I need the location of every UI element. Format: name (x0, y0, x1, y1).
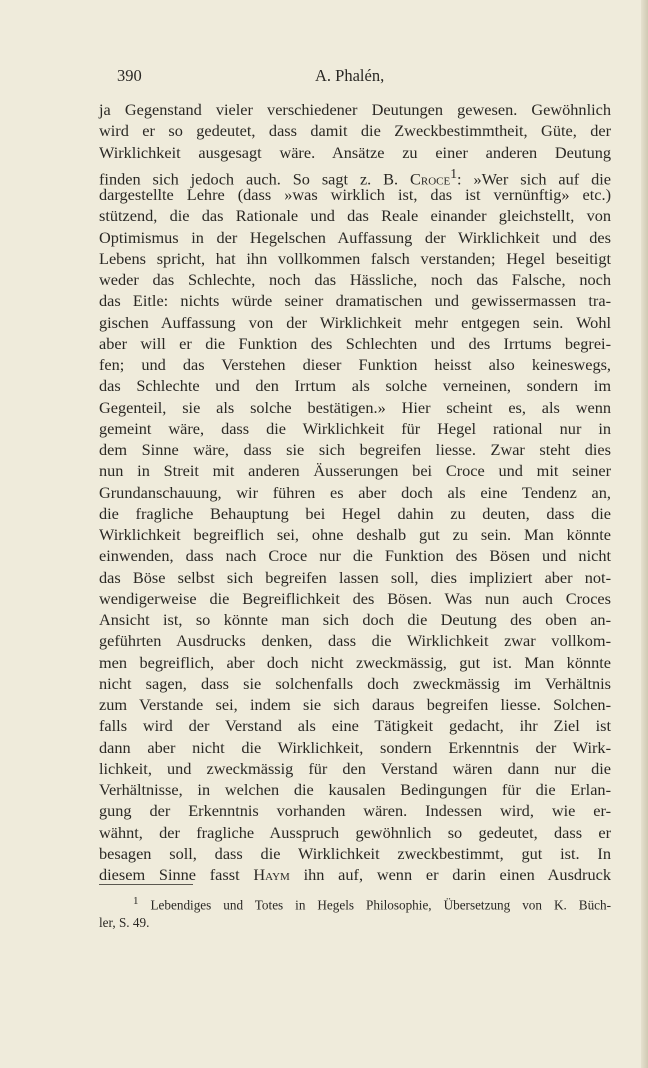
text-line: gung der Erkenntnis vorhanden wären. Indessen wird, wie er- (99, 801, 611, 821)
text-line: Lebens spricht, hat ihn vollkommen falsch verstanden; Hegel beseitigt (99, 248, 611, 268)
text-fragment: ihn auf, wenn er darin einen Ausdruck (303, 865, 611, 884)
text-line: die fragliche Behauptung bei Hegel dahin zu deuten, dass die (99, 503, 611, 523)
text-line: das Eitle: nichts würde seiner dramatischen und gewissermassen tra- (99, 291, 611, 311)
text-line: zum Verstande sei, indem sie sich daraus begreifen liesse. Solchen- (99, 695, 611, 714)
text-line: wähnt, der fragliche Ausspruch gewöhnlich so gedeutet, dass er (99, 822, 611, 842)
text-line: nicht sagen, dass sie solchenfalls doch zweckmässig im Verhältnis (99, 673, 611, 693)
text-line: men begreiflich, aber doch nicht zweckmässig, gut ist. Man könnte (99, 652, 611, 672)
page-header (117, 66, 517, 90)
footnote-rule (99, 884, 193, 885)
text-line: weder das Schlechte, noch das Hässliche, noch das Falsche, noch (99, 270, 611, 289)
text-line: das Schlechte und den Irrtum als solche verneinen, sondern im (99, 376, 611, 396)
text-line: gemeint wäre, dass die Wirklichkeit für Hegel rational nur in (99, 418, 611, 438)
text-fragment: : »Wer sich auf die (457, 169, 611, 189)
text-line: stützend, die das Rationale und das Reale einander gleichstellt, von (99, 206, 611, 226)
author-name-haym: Haym (253, 865, 290, 884)
text-line: gischen Auffassung von der Wirklichkeit mehr entgegen sein. Wohl (99, 312, 611, 332)
text-fragment: finden sich jedoch auch. So sagt z. B. (99, 169, 399, 189)
text-line-haym (99, 864, 611, 885)
text-line: Wirklichkeit begreiflich sei, ohne deshalb gut zu sein. Man könnte (99, 525, 611, 544)
text-line: fen; und das Verstehen dieser Funktion heisst also keineswegs, (99, 355, 611, 374)
text-line: lichkeit, und zweckmässig für den Verstand wären dann nur die (99, 758, 611, 778)
text-line: dargestellte Lehre (dass »was wirklich ist, das ist vernünftig» etc.) (99, 185, 611, 204)
footnote-number: 1 (133, 895, 139, 907)
page-edge (641, 0, 648, 1068)
footnote-line: ler, S. 49. (99, 915, 150, 930)
text-line: Gegenteil, sie als solche bestätigen.» Hier scheint es, als wenn (99, 397, 611, 417)
text-line: wendigerweise die Begreiflichkeit des Bösen. Was nun auch Croces (99, 588, 611, 608)
text-line: dann aber nicht die Wirklichkeit, sondern Erkenntnis der Wirk- (99, 737, 611, 757)
text-line: dem Sinne wäre, dass sie sich begreifen liesse. Zwar steht dies (99, 440, 611, 459)
text-line: Wirklichkeit ausgesagt wäre. Ansätze zu einer anderen Deutung (99, 142, 611, 162)
text-line: Optimismus in der Hegelschen Auffassung der Wirklichkeit und des (99, 227, 611, 247)
text-line: Grundanschauung, wir führen es aber doch als eine Tendenz an, (99, 482, 611, 502)
text-line: ja Gegenstand vieler verschiedener Deutungen gewesen. Gewöhnlich (99, 100, 611, 119)
text-line: das Böse selbst sich begreifen lassen soll, dies impliziert aber not- (99, 567, 611, 587)
text-line: einwenden, dass nach Croce nur die Funktion des Bösen und nicht (99, 546, 611, 566)
body-text (99, 99, 611, 885)
text-line: Ansicht ist, so könnte man sich doch die Deutung des oben an- (99, 610, 611, 629)
text-line: nun in Streit mit anderen Äusserungen bei Croce und mit seiner (99, 461, 611, 481)
text-line: geführten Ausdrucks denken, dass die Wirklichkeit zwar vollkom- (99, 631, 611, 651)
text-line: wird er so gedeutet, dass damit die Zweckbestimmtheit, Güte, der (99, 121, 611, 141)
text-line: falls wird der Verstand als eine Tätigkeit gedacht, ihr Ziel ist (99, 716, 611, 736)
footnote-marker: 1 (450, 165, 458, 181)
running-head: A. Phalén, (315, 66, 385, 85)
footnote-text: Lebendiges und Totes in Hegels Philosophie, Übersetzung von K. Büch- (150, 897, 612, 913)
text-line: Verhältnisse, in welchen die kausalen Bedingungen für die Erlan- (99, 780, 611, 799)
text-line: aber will er die Funktion des Schlechten und des Irrtums begrei- (99, 333, 611, 353)
footnote (99, 891, 611, 933)
footnote-line (99, 891, 611, 912)
author-name-croce: Croce (410, 169, 451, 189)
text-fragment: diesem Sinne fasst (99, 865, 240, 884)
text-line: besagen soll, dass die Wirklichkeit zweckbestimmt, gut ist. In (99, 843, 611, 863)
page-number: 390 (117, 66, 142, 85)
text-line-croce (99, 163, 611, 189)
